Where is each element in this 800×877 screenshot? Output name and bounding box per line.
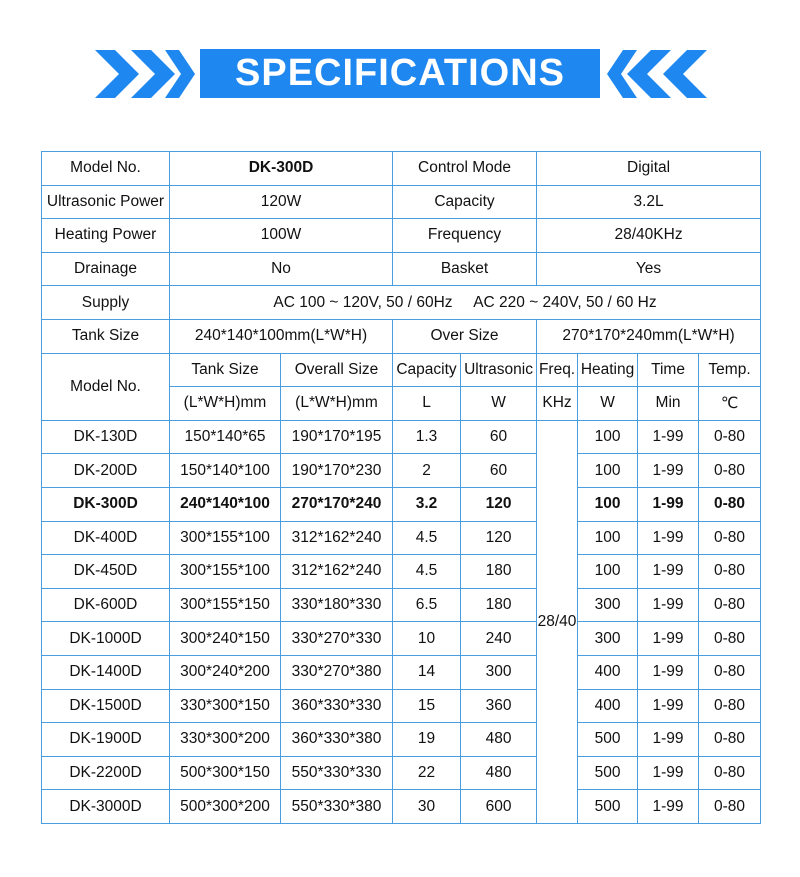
table-row xyxy=(42,454,761,488)
cell-temp: 0-80 xyxy=(699,723,761,757)
cell-tank: 330*300*200 xyxy=(170,723,281,757)
models-header-freq: Freq. xyxy=(537,353,578,387)
summary-row xyxy=(42,319,761,353)
cell-capacity: 6.5 xyxy=(393,588,461,622)
cell-overall: 190*170*230 xyxy=(281,454,393,488)
cell-capacity: 3.2 xyxy=(393,487,461,521)
cell-overall: 360*330*380 xyxy=(281,723,393,757)
cell-tank: 300*240*150 xyxy=(170,622,281,656)
unit-heating: W xyxy=(578,387,638,421)
cell-tank: 300*155*100 xyxy=(170,521,281,555)
cell-temp: 0-80 xyxy=(699,521,761,555)
summary-row xyxy=(42,252,761,286)
cell-heating: 100 xyxy=(578,454,638,488)
cell-capacity: 4.5 xyxy=(393,555,461,589)
cell-model: DK-1900D xyxy=(42,723,170,757)
cell-temp: 0-80 xyxy=(699,555,761,589)
cell-model: DK-600D xyxy=(42,588,170,622)
summary-row xyxy=(42,219,761,253)
ultrasonic-power-label: Ultrasonic Power xyxy=(42,185,170,219)
cell-temp: 0-80 xyxy=(699,420,761,454)
table-row xyxy=(42,521,761,555)
cell-ultrasonic: 360 xyxy=(461,689,537,723)
page-title: SPECIFICATIONS xyxy=(200,49,600,98)
models-header-temp: Temp. xyxy=(699,353,761,387)
capacity-value: 3.2L xyxy=(537,185,761,219)
cell-time: 1-99 xyxy=(638,454,699,488)
cell-ultrasonic: 600 xyxy=(461,790,537,824)
cell-temp: 0-80 xyxy=(699,790,761,824)
cell-time: 1-99 xyxy=(638,555,699,589)
drainage-value: No xyxy=(170,252,393,286)
ultrasonic-power-value: 120W xyxy=(170,185,393,219)
drainage-label: Drainage xyxy=(42,252,170,286)
summary-row xyxy=(42,185,761,219)
cell-overall: 330*180*330 xyxy=(281,588,393,622)
cell-tank: 500*300*200 xyxy=(170,790,281,824)
cell-heating: 100 xyxy=(578,487,638,521)
cell-overall: 550*330*330 xyxy=(281,756,393,790)
cell-model: DK-130D xyxy=(42,420,170,454)
models-header-ultrasonic: Ultrasonic xyxy=(461,353,537,387)
cell-heating: 400 xyxy=(578,689,638,723)
cell-overall: 312*162*240 xyxy=(281,555,393,589)
model-value: DK-300D xyxy=(170,152,393,186)
cell-capacity: 19 xyxy=(393,723,461,757)
unit-capacity: L xyxy=(393,387,461,421)
cell-capacity: 4.5 xyxy=(393,521,461,555)
unit-ultrasonic: W xyxy=(461,387,537,421)
cell-tank: 300*240*200 xyxy=(170,655,281,689)
cell-tank: 500*300*150 xyxy=(170,756,281,790)
cell-model: DK-1000D xyxy=(42,622,170,656)
cell-overall: 360*330*330 xyxy=(281,689,393,723)
unit-overall: (L*W*H)mm xyxy=(281,387,393,421)
table-row xyxy=(42,655,761,689)
cell-capacity: 2 xyxy=(393,454,461,488)
cell-model: DK-2200D xyxy=(42,756,170,790)
unit-freq: KHz xyxy=(537,387,578,421)
control-mode-label: Control Mode xyxy=(393,152,537,186)
cell-capacity: 30 xyxy=(393,790,461,824)
cell-capacity: 14 xyxy=(393,655,461,689)
double-chevron-left-icon xyxy=(607,50,707,98)
cell-model: DK-3000D xyxy=(42,790,170,824)
tank-size-label: Tank Size xyxy=(42,319,170,353)
heating-power-label: Heating Power xyxy=(42,219,170,253)
table-row xyxy=(42,420,761,454)
cell-time: 1-99 xyxy=(638,756,699,790)
cell-ultrasonic: 120 xyxy=(461,487,537,521)
supply-value: AC 100 ~ 120V, 50 / 60Hz AC 220 ~ 240V, 50 / 60 Hz xyxy=(170,286,761,320)
table-row xyxy=(42,790,761,824)
table-row xyxy=(42,723,761,757)
cell-temp: 0-80 xyxy=(699,487,761,521)
supply-label: Supply xyxy=(42,286,170,320)
models-header-model: Model No. xyxy=(42,353,170,420)
cell-ultrasonic: 60 xyxy=(461,454,537,488)
cell-model: DK-300D xyxy=(42,487,170,521)
model-label: Model No. xyxy=(42,152,170,186)
cell-capacity: 22 xyxy=(393,756,461,790)
cell-temp: 0-80 xyxy=(699,756,761,790)
heating-power-value: 100W xyxy=(170,219,393,253)
cell-overall: 330*270*330 xyxy=(281,622,393,656)
table-row xyxy=(42,555,761,589)
cell-tank: 300*155*150 xyxy=(170,588,281,622)
cell-time: 1-99 xyxy=(638,487,699,521)
cell-heating: 400 xyxy=(578,655,638,689)
cell-time: 1-99 xyxy=(638,588,699,622)
frequency-label: Frequency xyxy=(393,219,537,253)
over-size-value: 270*170*240mm(L*W*H) xyxy=(537,319,761,353)
cell-ultrasonic: 60 xyxy=(461,420,537,454)
basket-value: Yes xyxy=(537,252,761,286)
table-row xyxy=(42,487,761,521)
cell-ultrasonic: 480 xyxy=(461,723,537,757)
models-header-time: Time xyxy=(638,353,699,387)
frequency-value: 28/40KHz xyxy=(537,219,761,253)
basket-label: Basket xyxy=(393,252,537,286)
control-mode-value: Digital xyxy=(537,152,761,186)
cell-time: 1-99 xyxy=(638,521,699,555)
models-header-heating: Heating xyxy=(578,353,638,387)
cell-overall: 330*270*380 xyxy=(281,655,393,689)
cell-tank: 300*155*100 xyxy=(170,555,281,589)
cell-tank: 150*140*100 xyxy=(170,454,281,488)
cell-model: DK-400D xyxy=(42,521,170,555)
table-row xyxy=(42,689,761,723)
cell-ultrasonic: 480 xyxy=(461,756,537,790)
cell-ultrasonic: 120 xyxy=(461,521,537,555)
unit-time: Min xyxy=(638,387,699,421)
cell-temp: 0-80 xyxy=(699,454,761,488)
cell-tank: 240*140*100 xyxy=(170,487,281,521)
table-row xyxy=(42,622,761,656)
cell-overall: 312*162*240 xyxy=(281,521,393,555)
unit-tank: (L*W*H)mm xyxy=(170,387,281,421)
cell-tank: 330*300*150 xyxy=(170,689,281,723)
cell-capacity: 15 xyxy=(393,689,461,723)
double-chevron-right-icon xyxy=(95,50,195,98)
cell-capacity: 10 xyxy=(393,622,461,656)
cell-heating: 100 xyxy=(578,420,638,454)
cell-model: DK-1400D xyxy=(42,655,170,689)
cell-temp: 0-80 xyxy=(699,689,761,723)
models-header-tank: Tank Size xyxy=(170,353,281,387)
capacity-label: Capacity xyxy=(393,185,537,219)
cell-ultrasonic: 240 xyxy=(461,622,537,656)
cell-temp: 0-80 xyxy=(699,655,761,689)
cell-time: 1-99 xyxy=(638,655,699,689)
cell-heating: 300 xyxy=(578,622,638,656)
over-size-label: Over Size xyxy=(393,319,537,353)
cell-overall: 270*170*240 xyxy=(281,487,393,521)
cell-model: DK-1500D xyxy=(42,689,170,723)
cell-time: 1-99 xyxy=(638,622,699,656)
cell-overall: 550*330*380 xyxy=(281,790,393,824)
cell-heating: 500 xyxy=(578,790,638,824)
freq-merged-cell: 28/40 xyxy=(537,420,578,823)
models-header-row xyxy=(42,353,761,387)
cell-time: 1-99 xyxy=(638,420,699,454)
models-header-overall: Overall Size xyxy=(281,353,393,387)
cell-time: 1-99 xyxy=(638,790,699,824)
models-header-capacity: Capacity xyxy=(393,353,461,387)
cell-time: 1-99 xyxy=(638,689,699,723)
cell-overall: 190*170*195 xyxy=(281,420,393,454)
cell-heating: 300 xyxy=(578,588,638,622)
cell-heating: 100 xyxy=(578,521,638,555)
specifications-banner xyxy=(0,0,800,130)
cell-heating: 500 xyxy=(578,723,638,757)
cell-time: 1-99 xyxy=(638,723,699,757)
cell-capacity: 1.3 xyxy=(393,420,461,454)
cell-model: DK-450D xyxy=(42,555,170,589)
cell-temp: 0-80 xyxy=(699,588,761,622)
table-row xyxy=(42,756,761,790)
specifications-table xyxy=(41,151,761,824)
unit-temp: ℃ xyxy=(699,387,761,421)
summary-row xyxy=(42,152,761,186)
summary-row xyxy=(42,286,761,320)
cell-tank: 150*140*65 xyxy=(170,420,281,454)
table-row xyxy=(42,588,761,622)
cell-ultrasonic: 180 xyxy=(461,588,537,622)
cell-heating: 100 xyxy=(578,555,638,589)
cell-temp: 0-80 xyxy=(699,622,761,656)
cell-heating: 500 xyxy=(578,756,638,790)
cell-ultrasonic: 300 xyxy=(461,655,537,689)
cell-model: DK-200D xyxy=(42,454,170,488)
cell-ultrasonic: 180 xyxy=(461,555,537,589)
tank-size-value: 240*140*100mm(L*W*H) xyxy=(170,319,393,353)
